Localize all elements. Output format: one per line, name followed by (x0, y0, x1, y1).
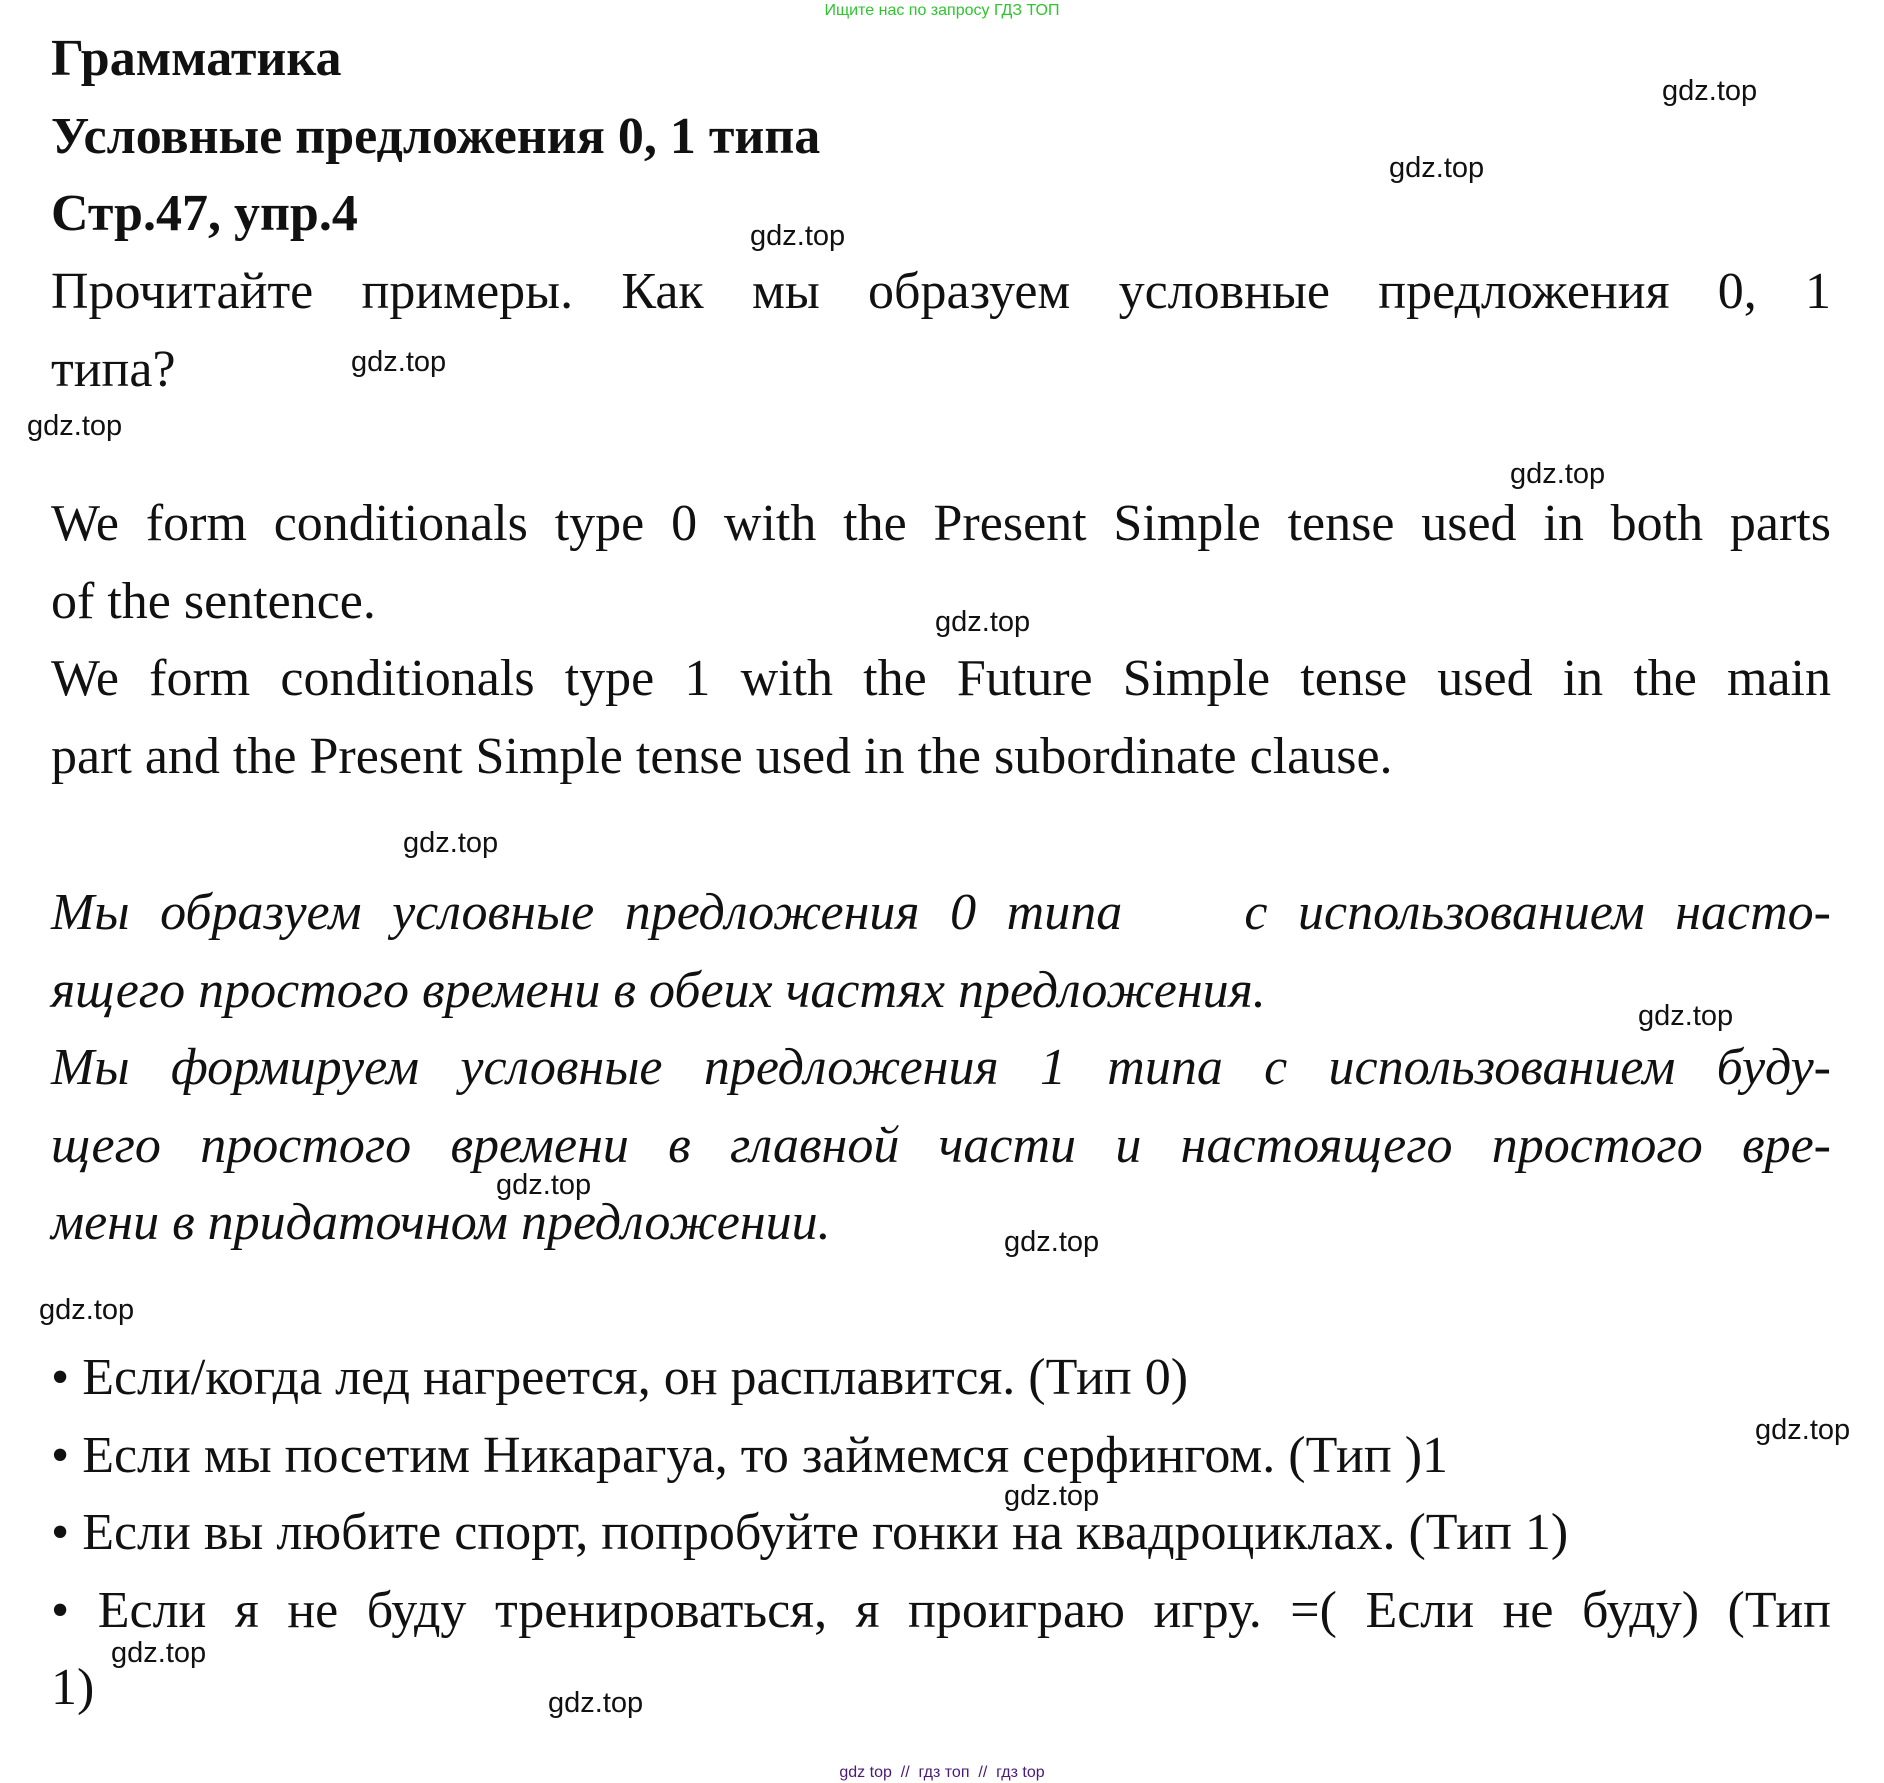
watermark: gdz.top (1389, 152, 1485, 184)
watermark: gdz.top (403, 827, 499, 859)
watermark: gdz.top (1510, 458, 1606, 490)
watermark: gdz.top (935, 606, 1031, 638)
headings (51, 20, 1831, 253)
english-line: part and the Present Simple tense used in the subordinate clause. (51, 727, 1393, 785)
russian-line: щего простого времени в главной части и настоящего простого вре- (51, 1116, 1831, 1174)
examples-list (51, 1339, 1831, 1727)
example-item: • Если я не буду тренироваться, я проиграю игру. =( Если не буду) (Тип (51, 1581, 1831, 1639)
english-line: We form conditionals type 1 with the Future Simple tense used in the main (51, 650, 1831, 707)
russian-line: ящего простого времени в обеих частях предложения. (51, 961, 1266, 1019)
watermark: gdz.top (351, 346, 447, 378)
section-title: Грамматика (51, 30, 342, 87)
instruction-line: типа? (51, 340, 176, 398)
watermark: gdz.top (111, 1637, 207, 1669)
watermark: gdz.top (496, 1169, 592, 1201)
watermark: gdz.top (1638, 1000, 1734, 1032)
example-item: • Если вы любите спорт, попробуйте гонки на квадроциклах. (Тип 1) (51, 1504, 1569, 1561)
example-item: 1) (51, 1659, 95, 1716)
example-item: • Если мы посетим Никарагуа, то займемся серфингом. (Тип )1 (51, 1426, 1449, 1484)
english-line: We form conditionals type 0 with the Present Simple tense used in both parts (51, 495, 1831, 552)
watermark: gdz.top (750, 220, 846, 252)
instruction (51, 253, 1831, 408)
instruction-line: Прочитайте примеры. Как мы образуем условные предложения 0, 1 (51, 263, 1831, 320)
watermark: gdz.top (39, 1294, 135, 1326)
russian-line: Мы образуем условные предложения 0 типа с использованием насто- (51, 884, 1831, 941)
watermark: gdz.top (1004, 1480, 1100, 1512)
search-banner[interactable]: Ищите нас по запросу ГДЗ ТОП (824, 2, 1060, 19)
example-item: • Если/когда лед нагреется, он расплавится. (Тип 0) (51, 1349, 1189, 1406)
topic-title: Условные предложения 0, 1 типа (51, 107, 821, 165)
watermark: gdz.top (1004, 1226, 1100, 1258)
watermark: gdz.top (27, 410, 123, 442)
watermark: gdz.top (1662, 75, 1758, 107)
exercise-title: Стр.47, упр.4 (51, 185, 358, 242)
russian-line: мени в придаточном предложении. (51, 1194, 831, 1251)
english-answer (51, 485, 1831, 795)
english-line: of the sentence. (51, 572, 376, 630)
russian-line: Мы формируем условные предложения 1 типа с использованием буду- (51, 1039, 1831, 1096)
russian-translation (51, 874, 1831, 1262)
watermark: gdz.top (1755, 1414, 1851, 1446)
watermark: gdz.top (548, 1687, 644, 1719)
footer-links[interactable]: gdz top // гдз топ // гдз top (839, 1764, 1045, 1781)
